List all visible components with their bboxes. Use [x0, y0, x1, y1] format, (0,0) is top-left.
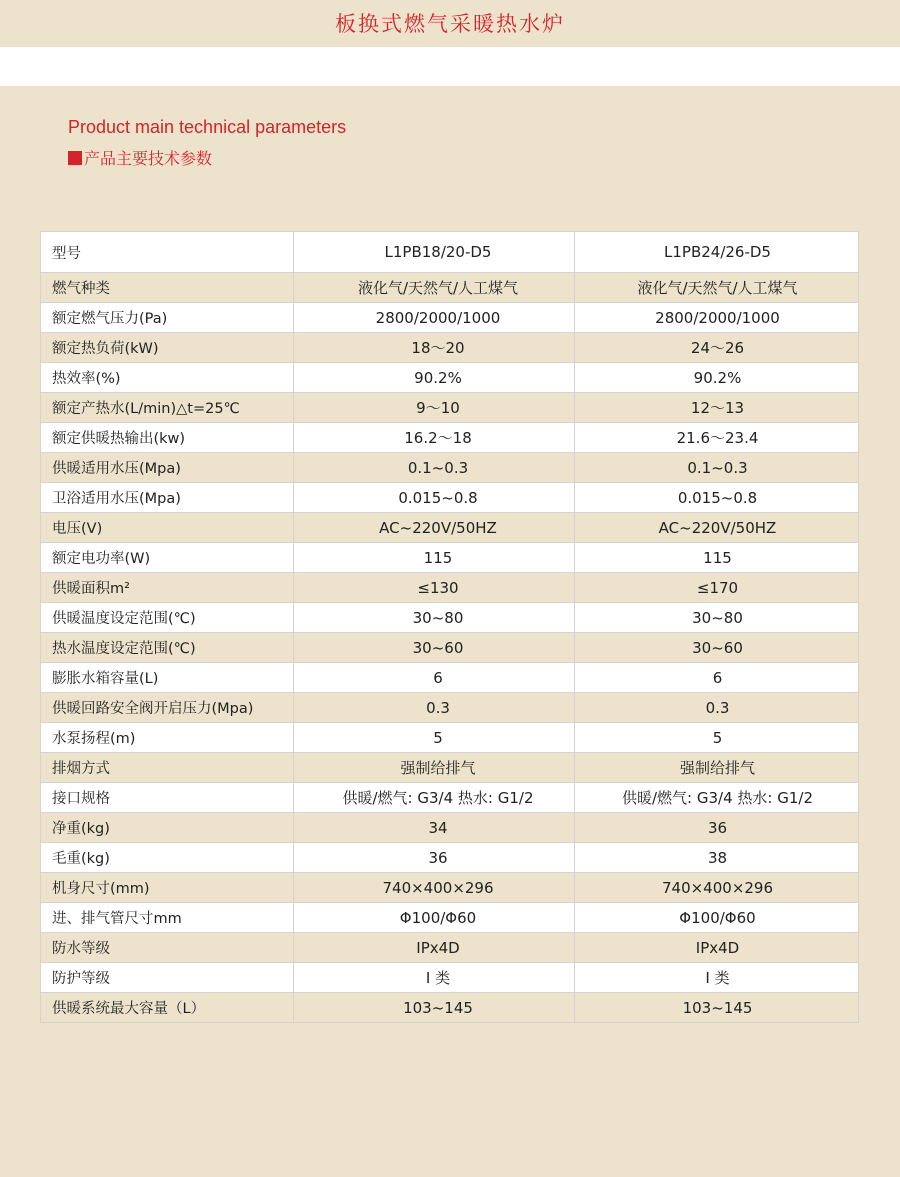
model-2-value-cell: 5 [575, 723, 859, 753]
title-band [0, 0, 900, 47]
param-label-cell: 供暖系统最大容量（L） [41, 993, 294, 1023]
param-label-cell: 毛重(kg) [41, 843, 294, 873]
model-2-value-cell: 90.2% [575, 363, 859, 393]
param-label-cell: 供暖回路安全阀开启压力(Mpa) [41, 693, 294, 723]
model-1-value-cell: 0.3 [294, 693, 575, 723]
table-row [41, 933, 859, 963]
model-2-value-cell: 21.6～23.4 [575, 423, 859, 453]
model-1-value-cell: ≤130 [294, 573, 575, 603]
spec-table [40, 231, 859, 1023]
model-2-value-cell: IPx4D [575, 933, 859, 963]
table-row [41, 873, 859, 903]
model-2-value-cell: 740×400×296 [575, 873, 859, 903]
table-row [41, 843, 859, 873]
table-row [41, 483, 859, 513]
param-label-cell: 机身尺寸(mm) [41, 873, 294, 903]
model-2-value-cell: ≤170 [575, 573, 859, 603]
table-header-row [41, 232, 859, 273]
model-1-value-cell: 30~80 [294, 603, 575, 633]
model-1-value-cell: 6 [294, 663, 575, 693]
table-row [41, 633, 859, 663]
model-1-value-cell: 16.2～18 [294, 423, 575, 453]
table-row [41, 423, 859, 453]
section-heading-cn-text: 产品主要技术参数 [84, 149, 213, 168]
model-2-value-cell: Φ100/Φ60 [575, 903, 859, 933]
model-1-value-cell: 液化气/天然气/人工煤气 [294, 273, 575, 303]
model-2-value-cell: 30~80 [575, 603, 859, 633]
param-label-cell: 额定电功率(W) [41, 543, 294, 573]
table-row [41, 753, 859, 783]
table-row [41, 903, 859, 933]
model-1-value-cell: 30~60 [294, 633, 575, 663]
param-label-cell: 净重(kg) [41, 813, 294, 843]
model-2-value-cell: 0.015~0.8 [575, 483, 859, 513]
table-row [41, 603, 859, 633]
model-2-value-cell: 30~60 [575, 633, 859, 663]
param-label-cell: 防水等级 [41, 933, 294, 963]
param-label-cell: 卫浴适用水压(Mpa) [41, 483, 294, 513]
table-row [41, 363, 859, 393]
model-1-value-cell: 5 [294, 723, 575, 753]
table-row [41, 543, 859, 573]
model-1-value-cell: Φ100/Φ60 [294, 903, 575, 933]
table-row [41, 963, 859, 993]
model-2-value-cell: 0.1~0.3 [575, 453, 859, 483]
model-2-value-cell: 115 [575, 543, 859, 573]
model-1-value-cell: 36 [294, 843, 575, 873]
model-1-value-cell: 0.1~0.3 [294, 453, 575, 483]
model-2-value-cell: AC~220V/50HZ [575, 513, 859, 543]
model-1-value-cell: 103~145 [294, 993, 575, 1023]
param-label-cell: 供暖适用水压(Mpa) [41, 453, 294, 483]
param-label-cell: 供暖面积m² [41, 573, 294, 603]
model-2-value-cell: 液化气/天然气/人工煤气 [575, 273, 859, 303]
table-row [41, 723, 859, 753]
param-label-cell: 接口规格 [41, 783, 294, 813]
table-row [41, 393, 859, 423]
model-1-value-cell: 115 [294, 543, 575, 573]
model-1-value-cell: 740×400×296 [294, 873, 575, 903]
param-label-cell: 热水温度设定范围(℃) [41, 633, 294, 663]
square-bullet-icon [68, 151, 82, 165]
model-2-value-cell: 12～13 [575, 393, 859, 423]
table-row [41, 693, 859, 723]
table-row [41, 573, 859, 603]
param-label-cell: 电压(V) [41, 513, 294, 543]
model-2-value-cell: 103~145 [575, 993, 859, 1023]
param-label-cell: 热效率(%) [41, 363, 294, 393]
table-row [41, 273, 859, 303]
param-label-cell: 膨胀水箱容量(L) [41, 663, 294, 693]
model-2-value-cell: 0.3 [575, 693, 859, 723]
param-label-cell: 燃气种类 [41, 273, 294, 303]
table-row [41, 783, 859, 813]
param-label-cell: 型号 [41, 232, 294, 273]
table-row [41, 513, 859, 543]
model-1-value-cell: IPx4D [294, 933, 575, 963]
param-label-cell: 进、排气管尺寸mm [41, 903, 294, 933]
table-row [41, 663, 859, 693]
model-1-value-cell: 9～10 [294, 393, 575, 423]
param-label-cell: 水泵扬程(m) [41, 723, 294, 753]
table-row [41, 453, 859, 483]
model-2-value-cell: 38 [575, 843, 859, 873]
param-label-cell: 额定供暖热输出(kw) [41, 423, 294, 453]
section-heading-en: Product main technical parameters [68, 117, 347, 137]
model-1-value-cell: AC~220V/50HZ [294, 513, 575, 543]
model-1-value-cell: 0.015~0.8 [294, 483, 575, 513]
param-label-cell: 额定产热水(L/min)△t=25℃ [41, 393, 294, 423]
model-1-value-cell: I 类 [294, 963, 575, 993]
table-row [41, 813, 859, 843]
section-heading-cn [68, 146, 212, 169]
model-1-value-cell: 34 [294, 813, 575, 843]
param-label-cell: 额定燃气压力(Pa) [41, 303, 294, 333]
table-row [41, 993, 859, 1023]
model-2-value-cell: 强制给排气 [575, 753, 859, 783]
model-1-value-cell: 供暖/燃气: G3/4 热水: G1/2 [294, 783, 575, 813]
model-1-value-cell: 强制给排气 [294, 753, 575, 783]
model-2-value-cell: 36 [575, 813, 859, 843]
param-label-cell: 供暖温度设定范围(℃) [41, 603, 294, 633]
param-label-cell: 额定热负荷(kW) [41, 333, 294, 363]
table-row [41, 303, 859, 333]
model-1-value-cell: L1PB18/20-D5 [294, 232, 575, 273]
page-title: 板换式燃气采暖热水炉 [335, 12, 565, 36]
model-1-value-cell: 90.2% [294, 363, 575, 393]
model-2-value-cell: I 类 [575, 963, 859, 993]
model-2-value-cell: 6 [575, 663, 859, 693]
model-2-value-cell: 供暖/燃气: G3/4 热水: G1/2 [575, 783, 859, 813]
model-2-value-cell: 2800/2000/1000 [575, 303, 859, 333]
model-1-value-cell: 18～20 [294, 333, 575, 363]
model-2-value-cell: 24～26 [575, 333, 859, 363]
model-2-value-cell: L1PB24/26-D5 [575, 232, 859, 273]
param-label-cell: 排烟方式 [41, 753, 294, 783]
param-label-cell: 防护等级 [41, 963, 294, 993]
table-row [41, 333, 859, 363]
model-1-value-cell: 2800/2000/1000 [294, 303, 575, 333]
